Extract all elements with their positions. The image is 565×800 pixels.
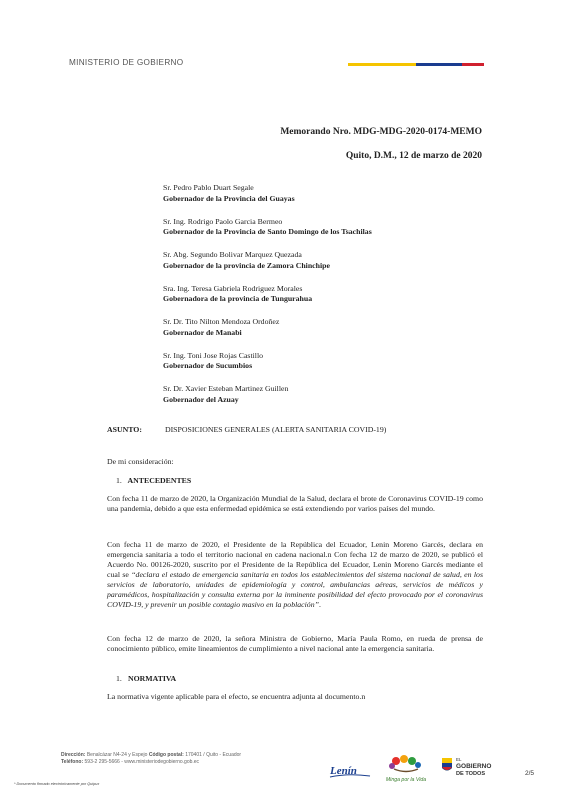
- recipient-list: [163, 183, 372, 418]
- recipient-item: [163, 284, 372, 305]
- address-value: Benalcázar N4-24 y Espejo: [86, 752, 148, 758]
- recipient-item: [163, 250, 372, 271]
- gobierno-de-todos-logo: [438, 754, 500, 780]
- postal-code-label: Código postal:: [148, 752, 184, 758]
- recipient-role: Gobernador de la Provincia de Santo Domingo de los Tsachilas: [163, 227, 372, 236]
- recipient-name: Sr. Dr. Xavier Esteban Martinez Guillen: [163, 384, 289, 393]
- phone-label: Teléfono:: [61, 759, 84, 765]
- paragraph: Con fecha 11 de marzo de 2020, la Organización Mundial de la Salud, declara el brote de Coronavirus COVID-19 como una pandemia, debido a que esta enfermedad epidémica se está extendiendo por varios países del mundo.: [107, 494, 483, 513]
- paragraph-text: .: [318, 600, 321, 609]
- ministry-title: MINISTERIO DE GOBIERNO: [69, 58, 184, 67]
- paragraph-quote: “declara el estado de emergencia sanitaria en todos los establecimientos del sistema nacional de salud, en los servicios de laboratorio, unidades de epidemiología y control, ambulancias aéreas, servicios de médicos y paramédicos, hospitalización y consulta externa por la inminente posibilidad del efecto provocado por el coronavirus COVID-19, y prevenir un posible contagio masivo en la población”: [107, 570, 483, 609]
- greeting: De mi consideración:: [107, 457, 174, 466]
- paragraph: Con fecha 12 de marzo de 2020, la señora Ministra de Gobierno, María Paula Romo, en rueda de prensa de conocimiento público, emite lineamientos de cumplimiento a nivel nacional ante la emergencia sanitaria.: [107, 634, 483, 653]
- recipient-item: [163, 217, 372, 238]
- flag-color-bar: [348, 63, 484, 66]
- subject-text: DISPOSICIONES GENERALES (ALERTA SANITARIA COVID-19): [164, 425, 387, 434]
- recipient-role: Gobernadora de la provincia de Tungurahua: [163, 294, 313, 303]
- recipient-name: Sr. Ing. Rodrigo Paolo Garcia Bermeo: [163, 216, 283, 226]
- recipient-name: Sr. Abg. Segundo Bolivar Marquez Quezada: [163, 250, 302, 259]
- lenin-logo: [328, 762, 374, 780]
- svg-text:DE TODOS: DE TODOS: [456, 771, 486, 777]
- lenin-logo-text: Lenín: [330, 765, 357, 777]
- subject-line: [107, 425, 386, 434]
- paragraph: [107, 540, 483, 610]
- recipient-name: Sr. Ing. Toni Jose Rojas Castillo: [163, 350, 264, 360]
- memo-place-date: Quito, D.M., 12 de marzo de 2020: [345, 151, 482, 161]
- paragraph: La normativa vigente aplicable para el efecto, se encuentra adjunta al documento.n: [107, 692, 366, 701]
- recipient-item: [163, 183, 372, 204]
- section-number: 1.: [116, 476, 122, 485]
- address-label: Dirección:: [61, 752, 86, 758]
- section-number: 1.: [116, 674, 122, 683]
- phone-value: 593-2 295-5666 - www.ministeriodegobierno.gob.ec: [84, 759, 200, 765]
- memo-number: Memorando Nro. MDG-MDG-2020-0174-MEMO: [280, 127, 482, 137]
- electronic-signature-note: * Documento firmado electrónicamente por Quipux: [14, 782, 100, 786]
- subject-label: ASUNTO:: [107, 425, 142, 434]
- recipient-name: Sra. Ing. Teresa Gabriela Rodriguez Morales: [163, 283, 303, 293]
- recipient-role: Gobernador de Manabi: [163, 327, 242, 337]
- section-title: NORMATIVA: [127, 674, 177, 683]
- recipient-role: Gobernador de Sucumbios: [163, 361, 253, 370]
- section-heading-normativa: [107, 674, 483, 684]
- section-title: ANTECEDENTES: [127, 476, 192, 485]
- footer-address: [61, 752, 241, 766]
- paragraph-text: Con fecha 11 de marzo de 2020, el Presidente de la República del Ecuador, Lenin Moreno Garcés, declara en emergencia sanitaria a todo el territorio nacional en cadena nacional.n Con fecha 12 de marzo de 2020, se publicó el Acuerdo No. 00126-2020, suscrito por el Presidente de la República del Ecuador, Lenin Moreno Garcés mediante el cual se: [107, 540, 483, 579]
- minga-por-la-vida-logo: [384, 752, 428, 784]
- minga-logo-text: Minga por la Vida: [385, 777, 427, 783]
- recipient-role: Gobernador del Azuay: [163, 394, 239, 404]
- recipient-item: [163, 384, 372, 405]
- svg-text:EL: EL: [456, 757, 462, 762]
- recipient-item: [163, 317, 372, 338]
- recipient-role: Gobernador de la provincia de Zamora Chinchipe: [163, 260, 330, 270]
- svg-text:GOBIERNO: GOBIERNO: [456, 763, 492, 770]
- section-heading-antecedentes: [107, 476, 483, 486]
- recipient-item: [163, 351, 372, 372]
- recipient-name: Sr. Pedro Pablo Duart Segale: [163, 183, 254, 192]
- recipient-role: Gobernador de la Provincia del Guayas: [163, 193, 295, 203]
- recipient-name: Sr. Dr. Tito Nilton Mendoza Ordoñez: [163, 317, 280, 326]
- postal-code-value: 170401 / Quito - Ecuador: [185, 752, 242, 758]
- page-number: 2/5: [525, 770, 535, 777]
